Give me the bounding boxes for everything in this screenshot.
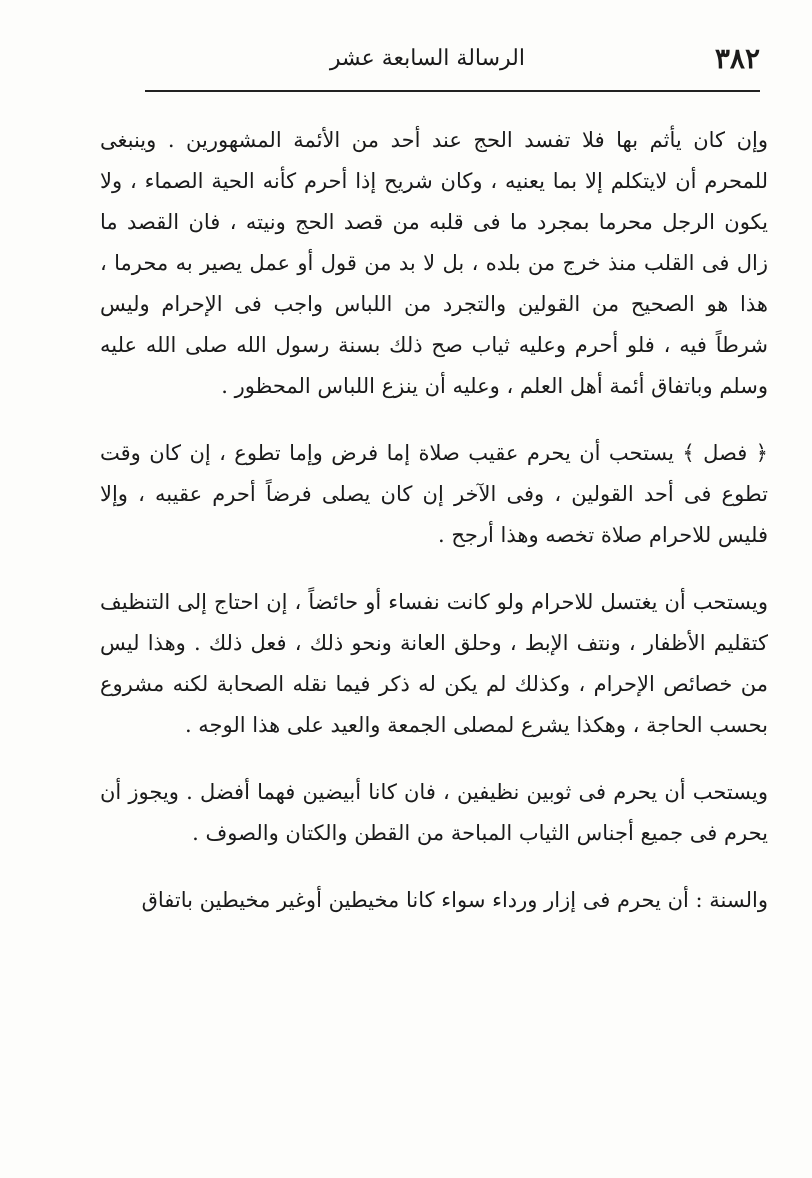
- paragraph-garments: ويستحب أن يحرم فى ثوبين نظيفين ، فان كانا أبيضين فهما أفضل . ويجوز أن يحرم فى جميع أجناس الثياب المباحة من القطن والكتان والصوف .: [100, 780, 768, 845]
- paragraph-izar-rida: والسنة : أن يحرم فى إزار ورداء سواء كانا مخيطين أوغير مخيطين باتفاق: [141, 888, 768, 912]
- paragraph-fasl-prayer: ﴿ فصل ﴾ يستحب أن يحرم عقيب صلاة إما فرض وإما تطوع ، إن كان وقت تطوع فى أحد القولين ، وفى الآخر إن كان يصلى فرضاً أحرم عقيبه ، وإلا فليس للاحرام صلاة تخصه وهذا أرجح .: [100, 441, 768, 547]
- page-header: [140, 40, 760, 80]
- page-body: [100, 120, 768, 921]
- page-number: ٣٨٢: [714, 42, 760, 75]
- running-title: الرسالة السابعة عشر: [329, 46, 525, 71]
- paragraph-ihram-intention: وإن كان يأثم بها فلا تفسد الحج عند أحد من الأئمة المشهورين . وينبغى للمحرم أن لايتكلم إلا بما يعنيه ، وكان شريح إذا أحرم كأنه الحية الصماء ، ولا يكون الرجل محرما بمجرد ما فى قلبه من قصد الحج ونيته ، فان القصد ما زال فى القلب منذ خرج من بلده ، بل لا بد من قول أو عمل يصير به محرما ، هذا هو الصحيح من القولين والتجرد من اللباس واجب فى الإحرام وليس شرطاً فيه ، فلو أحرم وعليه ثياب صح ذلك بسنة رسول الله صلى الله عليه وسلم وباتفاق أئمة أهل العلم ، وعليه أن ينزع اللباس المحظور .: [100, 128, 768, 398]
- paragraph-ghusl: ويستحب أن يغتسل للاحرام ولو كانت نفساء أو حائضاً ، إن احتاج إلى التنظيف كتقليم الأظفار ، ونتف الإبط ، وحلق العانة ونحو ذلك ، فعل ذلك . وهذا ليس من خصائص الإحرام ، وكذلك لم يكن له ذكر فيما نقله الصحابة لكنه مشروع بحسب الحاجة ، وهكذا يشرع لمصلى الجمعة والعيد على هذا الوجه .: [100, 590, 769, 737]
- header-rule: [145, 90, 760, 92]
